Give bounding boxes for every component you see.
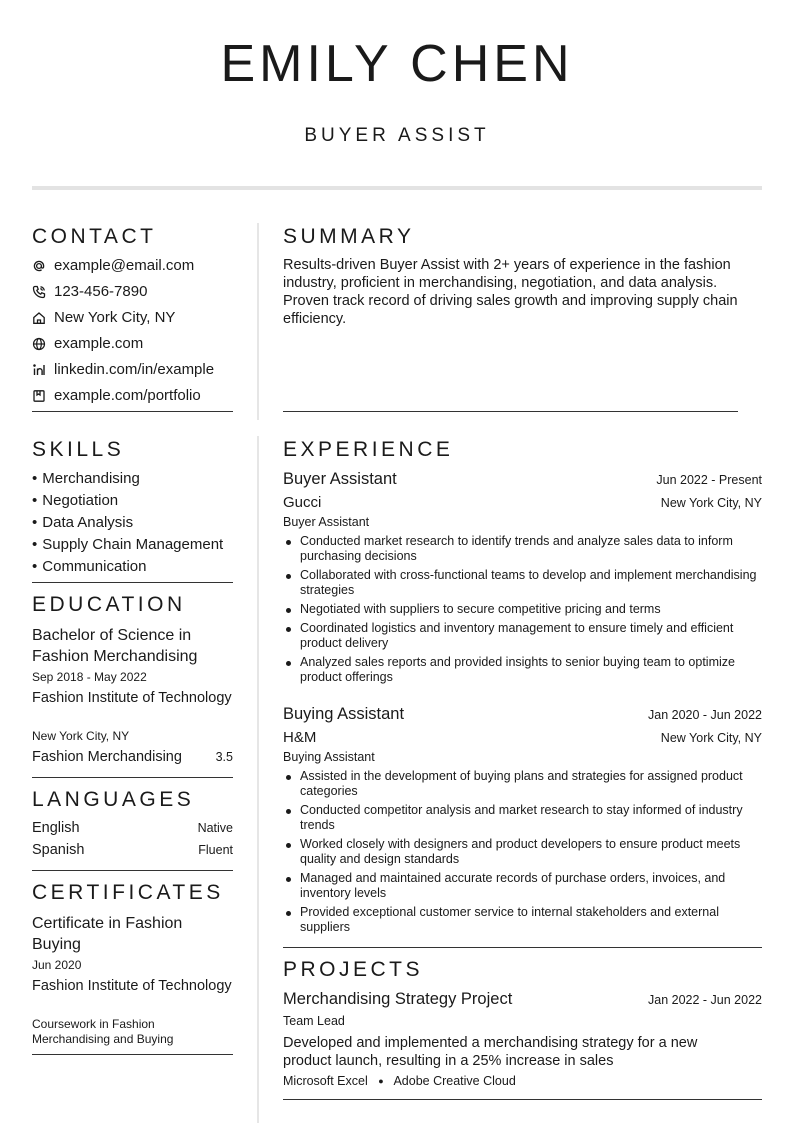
project-tool: Adobe Creative Cloud bbox=[393, 1074, 516, 1088]
linkedin-icon bbox=[32, 363, 46, 377]
certificate-date: Jun 2020 bbox=[32, 958, 82, 972]
contact-website[interactable] bbox=[32, 334, 242, 354]
project-tools bbox=[283, 1073, 762, 1090]
contact-location-text: New York City, NY bbox=[54, 309, 176, 326]
home-icon bbox=[32, 311, 46, 325]
project-item bbox=[283, 989, 762, 1090]
project-dates: Jan 2022 - Jun 2022 bbox=[648, 993, 762, 1007]
experience-bullet: Analyzed sales reports and provided insights to senior buying team to optimize product offerings bbox=[283, 655, 762, 685]
column-divider bbox=[257, 436, 259, 1123]
education-degree: Bachelor of Science in Fashion Merchandising bbox=[32, 627, 198, 665]
job-title: BUYER ASSIST bbox=[304, 125, 490, 146]
skill-item: • Supply Chain Management bbox=[32, 535, 242, 555]
experience-title: Buyer Assistant bbox=[283, 470, 397, 488]
certificate-name: Certificate in Fashion Buying bbox=[32, 915, 183, 953]
summary-text: Results-driven Buyer Assist with 2+ years of experience in the fashion industry, proficient in merchandising, negotiation, and data analysis. Proven track record of driving sales growth and improving supply chain efficiency. bbox=[283, 257, 738, 327]
education-gpa: 3.5 bbox=[215, 750, 233, 764]
experience-location: New York City, NY bbox=[660, 731, 762, 745]
experience-item bbox=[283, 469, 762, 685]
languages-divider bbox=[32, 870, 233, 871]
contact-linkedin-text: linkedin.com/in/example bbox=[54, 361, 215, 378]
experience-bullet: Collaborated with cross-functional teams to develop and implement merchandising strategies bbox=[283, 568, 762, 598]
contact-email-text: example@email.com bbox=[54, 257, 195, 274]
phone-icon bbox=[32, 285, 46, 299]
at-icon bbox=[32, 259, 46, 273]
certificate-note: Coursework in Fashion Merchandising and Buying bbox=[32, 1017, 174, 1046]
experience-divider bbox=[283, 947, 762, 948]
summary-divider bbox=[283, 411, 738, 412]
project-role: Team Lead bbox=[283, 1014, 345, 1028]
education-field-row bbox=[32, 748, 233, 767]
contact-location bbox=[32, 308, 242, 328]
certificates-divider bbox=[32, 1054, 233, 1055]
education-dates: Sep 2018 - May 2022 bbox=[32, 670, 147, 684]
experience-bullet: Worked closely with designers and product developers to ensure product meets quality and design standards bbox=[283, 837, 762, 867]
language-name: English bbox=[32, 820, 80, 836]
project-description: Developed and implemented a merchandising strategy for a new product launch, resulting in a 25% increase in sales bbox=[283, 1035, 698, 1069]
contact-portfolio[interactable] bbox=[32, 386, 242, 406]
experience-dates: Jun 2022 - Present bbox=[656, 473, 762, 487]
experience-bullet: Managed and maintained accurate records of purchase orders, invoices, and inventory levels bbox=[283, 871, 762, 901]
experience-bullets bbox=[283, 769, 762, 935]
contact-heading: CONTACT bbox=[32, 225, 157, 248]
project-tool: Microsoft Excel bbox=[283, 1074, 368, 1088]
education-heading: EDUCATION bbox=[32, 593, 186, 616]
language-level: Native bbox=[197, 821, 233, 835]
education-divider bbox=[32, 777, 233, 778]
experience-company: H&M bbox=[283, 729, 317, 746]
language-row bbox=[32, 841, 233, 860]
experience-bullet: Provided exceptional customer service to internal stakeholders and external suppliers bbox=[283, 905, 762, 935]
contact-portfolio-text: example.com/portfolio bbox=[54, 387, 201, 404]
experience-item bbox=[283, 704, 762, 935]
skill-item: • Negotiation bbox=[32, 491, 242, 511]
contact-divider bbox=[32, 411, 233, 412]
skills-heading: SKILLS bbox=[32, 438, 125, 461]
education-location: New York City, NY bbox=[32, 729, 130, 743]
summary-heading: SUMMARY bbox=[283, 225, 415, 248]
skill-item: • Data Analysis bbox=[32, 513, 242, 533]
experience-company: Gucci bbox=[283, 494, 322, 511]
header-divider bbox=[32, 186, 762, 190]
experience-bullet: Assisted in the development of buying plans and strategies for assigned product categories bbox=[283, 769, 762, 799]
language-name: Spanish bbox=[32, 842, 85, 858]
contact-phone-text: 123-456-7890 bbox=[54, 283, 148, 300]
project-name: Merchandising Strategy Project bbox=[283, 990, 513, 1008]
projects-divider bbox=[283, 1099, 762, 1100]
experience-dates: Jan 2020 - Jun 2022 bbox=[648, 708, 762, 722]
experience-title: Buying Assistant bbox=[283, 705, 405, 723]
skill-item: • Merchandising bbox=[32, 469, 242, 489]
experience-heading: EXPERIENCE bbox=[283, 438, 454, 461]
contact-phone[interactable] bbox=[32, 282, 242, 302]
column-divider bbox=[257, 223, 259, 420]
language-row bbox=[32, 819, 233, 838]
projects-heading: PROJECTS bbox=[283, 958, 424, 981]
candidate-name: EMILY CHEN bbox=[220, 35, 574, 93]
contact-linkedin[interactable] bbox=[32, 360, 242, 380]
experience-location: New York City, NY bbox=[660, 496, 762, 510]
contact-email[interactable] bbox=[32, 256, 242, 276]
globe-icon bbox=[32, 337, 46, 351]
experience-bullet: Conducted market research to identify trends and analyze sales data to inform purchasing decisions bbox=[283, 534, 762, 564]
languages-heading: LANGUAGES bbox=[32, 788, 195, 811]
experience-bullet: Coordinated logistics and inventory management to ensure timely and efficient product delivery bbox=[283, 621, 762, 651]
experience-bullet: Conducted competitor analysis and market research to stay informed of industry trends bbox=[283, 803, 762, 833]
contact-website-text: example.com bbox=[54, 335, 144, 352]
tool-separator: ● bbox=[378, 1076, 384, 1086]
education-field: Fashion Merchandising bbox=[32, 749, 182, 765]
certificate-issuer: Fashion Institute of Technology bbox=[32, 978, 232, 994]
experience-bullets bbox=[283, 534, 762, 685]
certificates-heading: CERTIFICATES bbox=[32, 881, 224, 904]
skill-item: • Communication bbox=[32, 557, 242, 577]
experience-role: Buyer Assistant bbox=[283, 515, 370, 529]
language-level: Fluent bbox=[198, 843, 233, 857]
experience-bullet: Negotiated with suppliers to secure competitive pricing and terms bbox=[283, 602, 762, 617]
education-school: Fashion Institute of Technology bbox=[32, 690, 232, 706]
skills-divider bbox=[32, 582, 233, 583]
experience-role: Buying Assistant bbox=[283, 750, 375, 764]
portfolio-icon bbox=[32, 389, 46, 403]
